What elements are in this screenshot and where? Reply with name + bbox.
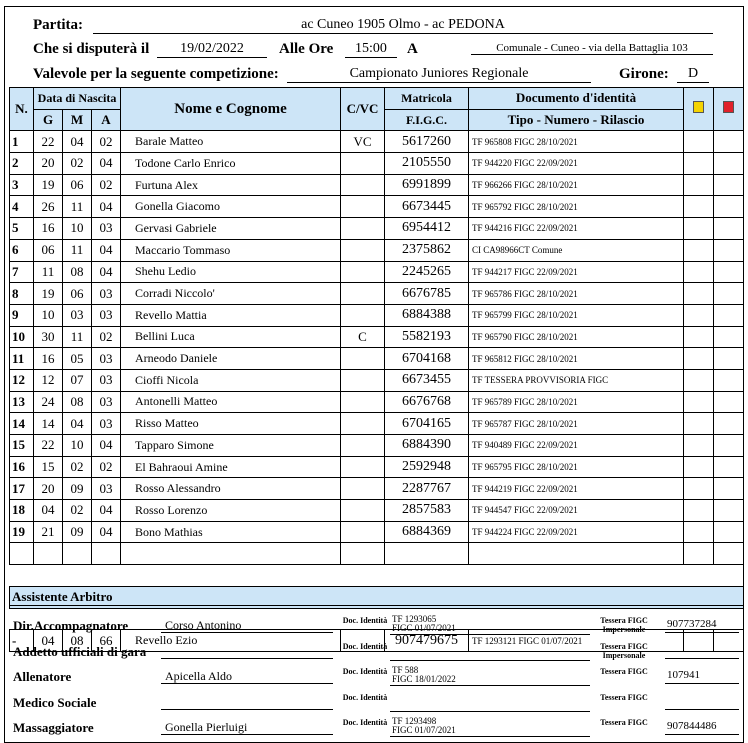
birth-year: 02: [92, 131, 121, 153]
birth-day: 15: [34, 456, 63, 478]
birth-month: 08: [63, 391, 92, 413]
player-name: El Bahraoui Amine: [121, 456, 341, 478]
col-name: Nome e Cognome: [121, 88, 341, 131]
red-card-cell: [714, 196, 744, 218]
staff-doc-line1: TF 588: [392, 665, 419, 675]
player-name: Bono Mathias: [121, 521, 341, 543]
birth-month: 05: [63, 348, 92, 370]
player-row: [10, 174, 744, 196]
birth-month: 11: [63, 239, 92, 261]
birth-month: 06: [63, 174, 92, 196]
birth-year: 02: [92, 174, 121, 196]
red-card-cell: [714, 326, 744, 348]
red-card-icon: [723, 101, 734, 113]
red-card-cell: [714, 456, 744, 478]
staff-role: Allenatore: [13, 669, 72, 684]
red-card-cell: [714, 239, 744, 261]
birth-day: 04: [34, 500, 63, 522]
player-number: 15: [10, 435, 34, 457]
player-name: Arneodo Daniele: [121, 348, 341, 370]
player-document: TF 944220 FIGC 22/09/2021: [469, 153, 684, 175]
player-cvc: VC: [341, 131, 385, 153]
assistente-birth-year: 66: [92, 630, 121, 652]
player-cvc: [341, 153, 385, 175]
red-card-cell: [714, 500, 744, 522]
player-name: Risso Matteo: [121, 413, 341, 435]
player-matricola: 6884369: [385, 521, 469, 543]
birth-day: 26: [34, 196, 63, 218]
player-name: Rosso Alessandro: [121, 478, 341, 500]
player-matricola: 2592948: [385, 456, 469, 478]
player-row: [10, 261, 744, 283]
player-document: TF 965787 FIGC 28/10/2021: [469, 413, 684, 435]
ore-label: Alle Ore: [279, 41, 334, 57]
birth-year: 03: [92, 283, 121, 305]
player-cvc: [341, 500, 385, 522]
yellow-card-cell: [684, 435, 714, 457]
col-n: N.: [10, 88, 34, 131]
player-name: Shehu Ledio: [121, 261, 341, 283]
player-number: 5: [10, 218, 34, 240]
birth-month: 03: [63, 304, 92, 326]
yellow-card-cell: [684, 369, 714, 391]
birth-month: 02: [63, 153, 92, 175]
staff-name: [161, 644, 333, 659]
player-number: 10: [10, 326, 34, 348]
competition: Campionato Juniores Regionale: [287, 66, 591, 83]
player-name: Gervasi Gabriele: [121, 218, 341, 240]
birth-month: 02: [63, 500, 92, 522]
staff-role: Dir.Accompagnatore: [13, 618, 129, 633]
player-document: TF 965786 FIGC 28/10/2021: [469, 283, 684, 305]
player-cvc: [341, 391, 385, 413]
player-document: TF 965808 FIGC 28/10/2021: [469, 131, 684, 153]
yellow-card-icon: [693, 101, 704, 113]
player-number: 19: [10, 521, 34, 543]
player-cvc: [341, 239, 385, 261]
player-cvc: [341, 348, 385, 370]
red-card-cell: [714, 435, 744, 457]
player-cvc: [341, 369, 385, 391]
col-birth: Data di Nascita: [34, 88, 121, 110]
staff-doc-label: Doc. Identità: [342, 616, 388, 625]
birth-year: 04: [92, 239, 121, 261]
birth-day: 21: [34, 521, 63, 543]
staff-doc-label: Doc. Identità: [342, 641, 388, 651]
birth-year: 03: [92, 391, 121, 413]
player-document: TF 965789 FIGC 28/10/2021: [469, 391, 684, 413]
staff-role: Addetto ufficiali di gara: [13, 643, 147, 659]
birth-month: 07: [63, 369, 92, 391]
assistente-section-label: Assistente Arbitro: [10, 586, 744, 608]
staff-row: [9, 614, 743, 639]
staff-tessera-label: Tessera FIGC: [600, 667, 648, 676]
player-matricola: 6884388: [385, 304, 469, 326]
col-red: [714, 88, 744, 131]
yellow-card-cell: [684, 283, 714, 305]
player-document: TF 944217 FIGC 22/09/2021: [469, 261, 684, 283]
staff-name: Gonella Pierluigi: [161, 720, 333, 735]
birth-month: 10: [63, 218, 92, 240]
birth-month: 11: [63, 326, 92, 348]
player-matricola: 2375862: [385, 239, 469, 261]
yellow-card-cell: [684, 500, 714, 522]
player-row: [10, 131, 744, 153]
player-cvc: [341, 283, 385, 305]
player-name: Corradi Niccolo': [121, 283, 341, 305]
player-matricola: 6676785: [385, 283, 469, 305]
red-card-cell: [714, 348, 744, 370]
staff-role: Medico Sociale: [13, 694, 97, 710]
birth-year: 03: [92, 304, 121, 326]
birth-year: 03: [92, 413, 121, 435]
player-number: 7: [10, 261, 34, 283]
player-row: [10, 348, 744, 370]
girone-label: Girone:: [619, 66, 669, 82]
staff-section: [9, 605, 743, 743]
valevole-label: Valevole per la seguente competizione:: [33, 66, 279, 82]
red-card-cell: [714, 304, 744, 326]
assistente-document: TF 1293121 FIGC 01/07/2021: [469, 630, 684, 652]
staff-doc-line2: FIGC 01/07/2021: [392, 725, 456, 735]
player-number: 12: [10, 369, 34, 391]
player-name: Bellini Luca: [121, 326, 341, 348]
player-matricola: 2857583: [385, 500, 469, 522]
player-number: 6: [10, 239, 34, 261]
staff-row: [9, 716, 743, 741]
assistente-birth-day: 04: [34, 630, 63, 652]
col-yellow: [684, 88, 714, 131]
birth-year: 04: [92, 435, 121, 457]
birth-month: 11: [63, 196, 92, 218]
assistente-name: Revello Ezio: [121, 630, 341, 652]
birth-day: 19: [34, 283, 63, 305]
yellow-card-cell: [684, 478, 714, 500]
player-row: [10, 283, 744, 305]
player-document: TF 944219 FIGC 22/09/2021: [469, 478, 684, 500]
partita-label: Partita:: [33, 17, 83, 33]
venue: Comunale - Cuneo - via della Battaglia 103: [471, 42, 713, 55]
yellow-card-cell: [684, 456, 714, 478]
distinta-sheet: [4, 6, 744, 743]
player-document: CI CA98966CT Comune: [469, 239, 684, 261]
player-matricola: 2245265: [385, 261, 469, 283]
empty-row: [10, 543, 744, 565]
assistente-number: -: [10, 630, 34, 652]
player-cvc: C: [341, 326, 385, 348]
player-document: TF 965799 FIGC 28/10/2021: [469, 304, 684, 326]
player-cvc: [341, 261, 385, 283]
player-name: Maccario Tommaso: [121, 239, 341, 261]
birth-day: 12: [34, 369, 63, 391]
red-card-cell: [714, 369, 744, 391]
red-card-cell: [714, 413, 744, 435]
staff-name: Corso Antonino: [161, 618, 333, 633]
staff-doc-line1: TF 1293498: [392, 716, 437, 726]
staff-tessera: [665, 695, 739, 710]
player-cvc: [341, 196, 385, 218]
player-name: Barale Matteo: [121, 131, 341, 153]
red-card-cell: [714, 521, 744, 543]
player-name: Tapparo Simone: [121, 435, 341, 457]
player-matricola: 6673445: [385, 196, 469, 218]
birth-year: 02: [92, 456, 121, 478]
yellow-card-cell: [684, 174, 714, 196]
col-doc: Documento d'identità: [469, 88, 684, 110]
player-cvc: [341, 174, 385, 196]
player-matricola: 6676768: [385, 391, 469, 413]
player-row: [10, 435, 744, 457]
yellow-card-cell: [684, 521, 714, 543]
player-number: 1: [10, 131, 34, 153]
a-label: A: [407, 41, 418, 57]
red-card-cell: [714, 478, 744, 500]
birth-day: 14: [34, 413, 63, 435]
staff-doc-label: Doc. Identità: [342, 718, 388, 727]
red-card-cell: [714, 174, 744, 196]
staff-row: [9, 640, 743, 665]
player-cvc: [341, 456, 385, 478]
birth-day: 22: [34, 435, 63, 457]
player-name: Revello Mattia: [121, 304, 341, 326]
staff-doc-line2: FIGC 01/07/2021: [392, 623, 456, 633]
yellow-card-cell: [684, 413, 714, 435]
player-row: [10, 196, 744, 218]
birth-year: 03: [92, 478, 121, 500]
birth-day: 20: [34, 153, 63, 175]
player-number: 11: [10, 348, 34, 370]
red-card-cell: [714, 261, 744, 283]
birth-year: 03: [92, 218, 121, 240]
player-number: 8: [10, 283, 34, 305]
col-m: M: [63, 109, 92, 131]
player-matricola: 6954412: [385, 218, 469, 240]
player-document: TF 965812 FIGC 28/10/2021: [469, 348, 684, 370]
birth-month: 09: [63, 521, 92, 543]
player-document: TF 944216 FIGC 22/09/2021: [469, 218, 684, 240]
assistente-matricola: 907479675: [385, 630, 469, 652]
col-cvc: C/VC: [341, 88, 385, 131]
red-card-cell: [714, 391, 744, 413]
player-matricola: 6884390: [385, 435, 469, 457]
player-document: TF 940489 FIGC 22/09/2021: [469, 435, 684, 457]
staff-doc: [390, 615, 590, 635]
player-matricola: 6704165: [385, 413, 469, 435]
girone-value: D: [677, 66, 709, 83]
birth-year: 03: [92, 348, 121, 370]
staff-row: [9, 691, 743, 716]
player-row: [10, 500, 744, 522]
birth-month: 06: [63, 283, 92, 305]
player-number: 13: [10, 391, 34, 413]
staff-doc: [390, 692, 590, 712]
staff-tessera-label: Tessera FIGC: [600, 718, 648, 727]
birth-day: 22: [34, 131, 63, 153]
player-matricola: 6673455: [385, 369, 469, 391]
player-number: 2: [10, 153, 34, 175]
birth-day: 24: [34, 391, 63, 413]
yellow-card-cell: [684, 348, 714, 370]
staff-tessera: 907737284: [665, 618, 739, 633]
player-number: 18: [10, 500, 34, 522]
player-number: 9: [10, 304, 34, 326]
player-cvc: [341, 521, 385, 543]
birth-month: 09: [63, 478, 92, 500]
yellow-card-cell: [684, 218, 714, 240]
col-doc-sub: Tipo - Numero - Rilascio: [469, 109, 684, 131]
birth-year: 04: [92, 500, 121, 522]
player-name: Todone Carlo Enrico: [121, 153, 341, 175]
yellow-card-cell: [684, 131, 714, 153]
staff-tessera-label: Tessera FIGC Impersonale: [600, 616, 648, 634]
player-number: 16: [10, 456, 34, 478]
partita-value: ac Cuneo 1905 Olmo - ac PEDONA: [93, 17, 713, 34]
player-number: 17: [10, 478, 34, 500]
birth-day: 19: [34, 174, 63, 196]
player-document: TF 944547 FIGC 22/09/2021: [469, 500, 684, 522]
birth-year: 04: [92, 196, 121, 218]
player-name: Cioffi Nicola: [121, 369, 341, 391]
staff-tessera-label: Tessera FIGC: [600, 692, 648, 702]
staff-doc-line2: FIGC 18/01/2022: [392, 674, 456, 684]
player-matricola: 2287767: [385, 478, 469, 500]
birth-day: 11: [34, 261, 63, 283]
player-cvc: [341, 435, 385, 457]
player-document: TF 965792 FIGC 28/10/2021: [469, 196, 684, 218]
player-number: 3: [10, 174, 34, 196]
col-g: G: [34, 109, 63, 131]
player-document: TF 965795 FIGC 28/10/2021: [469, 456, 684, 478]
assistente-birth-month: 08: [63, 630, 92, 652]
player-name: Furtuna Alex: [121, 174, 341, 196]
player-row: [10, 369, 744, 391]
col-matricola: Matricola: [385, 88, 469, 110]
player-matricola: 5582193: [385, 326, 469, 348]
staff-doc: [390, 717, 590, 737]
player-cvc: [341, 478, 385, 500]
birth-month: 04: [63, 413, 92, 435]
birth-year: 02: [92, 326, 121, 348]
player-cvc: [341, 413, 385, 435]
staff-doc: [390, 641, 590, 661]
player-row: [10, 218, 744, 240]
player-matricola: 2105550: [385, 153, 469, 175]
player-matricola: 6704168: [385, 348, 469, 370]
player-document: TF TESSERA PROVVISORIA FIGC: [469, 369, 684, 391]
player-row: [10, 478, 744, 500]
staff-name: Apicella Aldo: [161, 669, 333, 684]
player-row: [10, 304, 744, 326]
yellow-card-cell: [684, 261, 714, 283]
player-matricola: 5617260: [385, 131, 469, 153]
birth-year: 04: [92, 153, 121, 175]
players-table: [9, 87, 744, 652]
yellow-card-cell: [684, 153, 714, 175]
yellow-card-cell: [684, 391, 714, 413]
staff-row: [9, 665, 743, 690]
yellow-card-cell: [684, 239, 714, 261]
player-document: TF 966266 FIGC 28/10/2021: [469, 174, 684, 196]
birth-year: 04: [92, 261, 121, 283]
col-figc: F.I.G.C.: [385, 109, 469, 131]
staff-doc: [390, 666, 590, 686]
red-card-cell: [714, 283, 744, 305]
birth-month: 02: [63, 456, 92, 478]
yellow-card-cell: [684, 304, 714, 326]
player-matricola: 6991899: [385, 174, 469, 196]
player-row: [10, 239, 744, 261]
staff-tessera: 107941: [665, 669, 739, 684]
col-a: A: [92, 109, 121, 131]
player-cvc: [341, 218, 385, 240]
staff-doc-label: Doc. Identità: [342, 692, 388, 702]
birth-day: 10: [34, 304, 63, 326]
red-card-cell: [714, 218, 744, 240]
staff-doc-line1: TF 1293065: [392, 614, 437, 624]
player-number: 14: [10, 413, 34, 435]
match-time: 15:00: [345, 41, 397, 58]
birth-month: 10: [63, 435, 92, 457]
birth-year: 04: [92, 521, 121, 543]
player-document: TF 944224 FIGC 22/09/2021: [469, 521, 684, 543]
red-card-cell: [714, 131, 744, 153]
player-row: [10, 413, 744, 435]
red-card-cell: [714, 153, 744, 175]
player-name: Rosso Lorenzo: [121, 500, 341, 522]
staff-tessera: 907844486: [665, 720, 739, 735]
disputera-label: Che si disputerà il: [33, 41, 150, 57]
player-row: [10, 521, 744, 543]
player-cvc: [341, 304, 385, 326]
birth-day: 16: [34, 348, 63, 370]
player-name: Antonelli Matteo: [121, 391, 341, 413]
match-date: 19/02/2022: [157, 41, 267, 58]
birth-day: 20: [34, 478, 63, 500]
staff-tessera-label: Tessera FIGC Impersonale: [600, 641, 648, 660]
staff-tessera: [665, 644, 739, 659]
birth-day: 30: [34, 326, 63, 348]
player-row: [10, 456, 744, 478]
player-name: Gonella Giacomo: [121, 196, 341, 218]
yellow-card-cell: [684, 326, 714, 348]
player-document: TF 965790 FIGC 28/10/2021: [469, 326, 684, 348]
staff-doc-label: Doc. Identità: [342, 667, 388, 676]
yellow-card-cell: [684, 196, 714, 218]
birth-month: 08: [63, 261, 92, 283]
staff-role: Massaggiatore: [13, 720, 94, 735]
birth-day: 06: [34, 239, 63, 261]
player-row: [10, 391, 744, 413]
birth-year: 03: [92, 369, 121, 391]
birth-day: 16: [34, 218, 63, 240]
staff-name: [161, 695, 333, 710]
player-row: [10, 153, 744, 175]
player-row: [10, 326, 744, 348]
player-number: 4: [10, 196, 34, 218]
birth-month: 04: [63, 131, 92, 153]
